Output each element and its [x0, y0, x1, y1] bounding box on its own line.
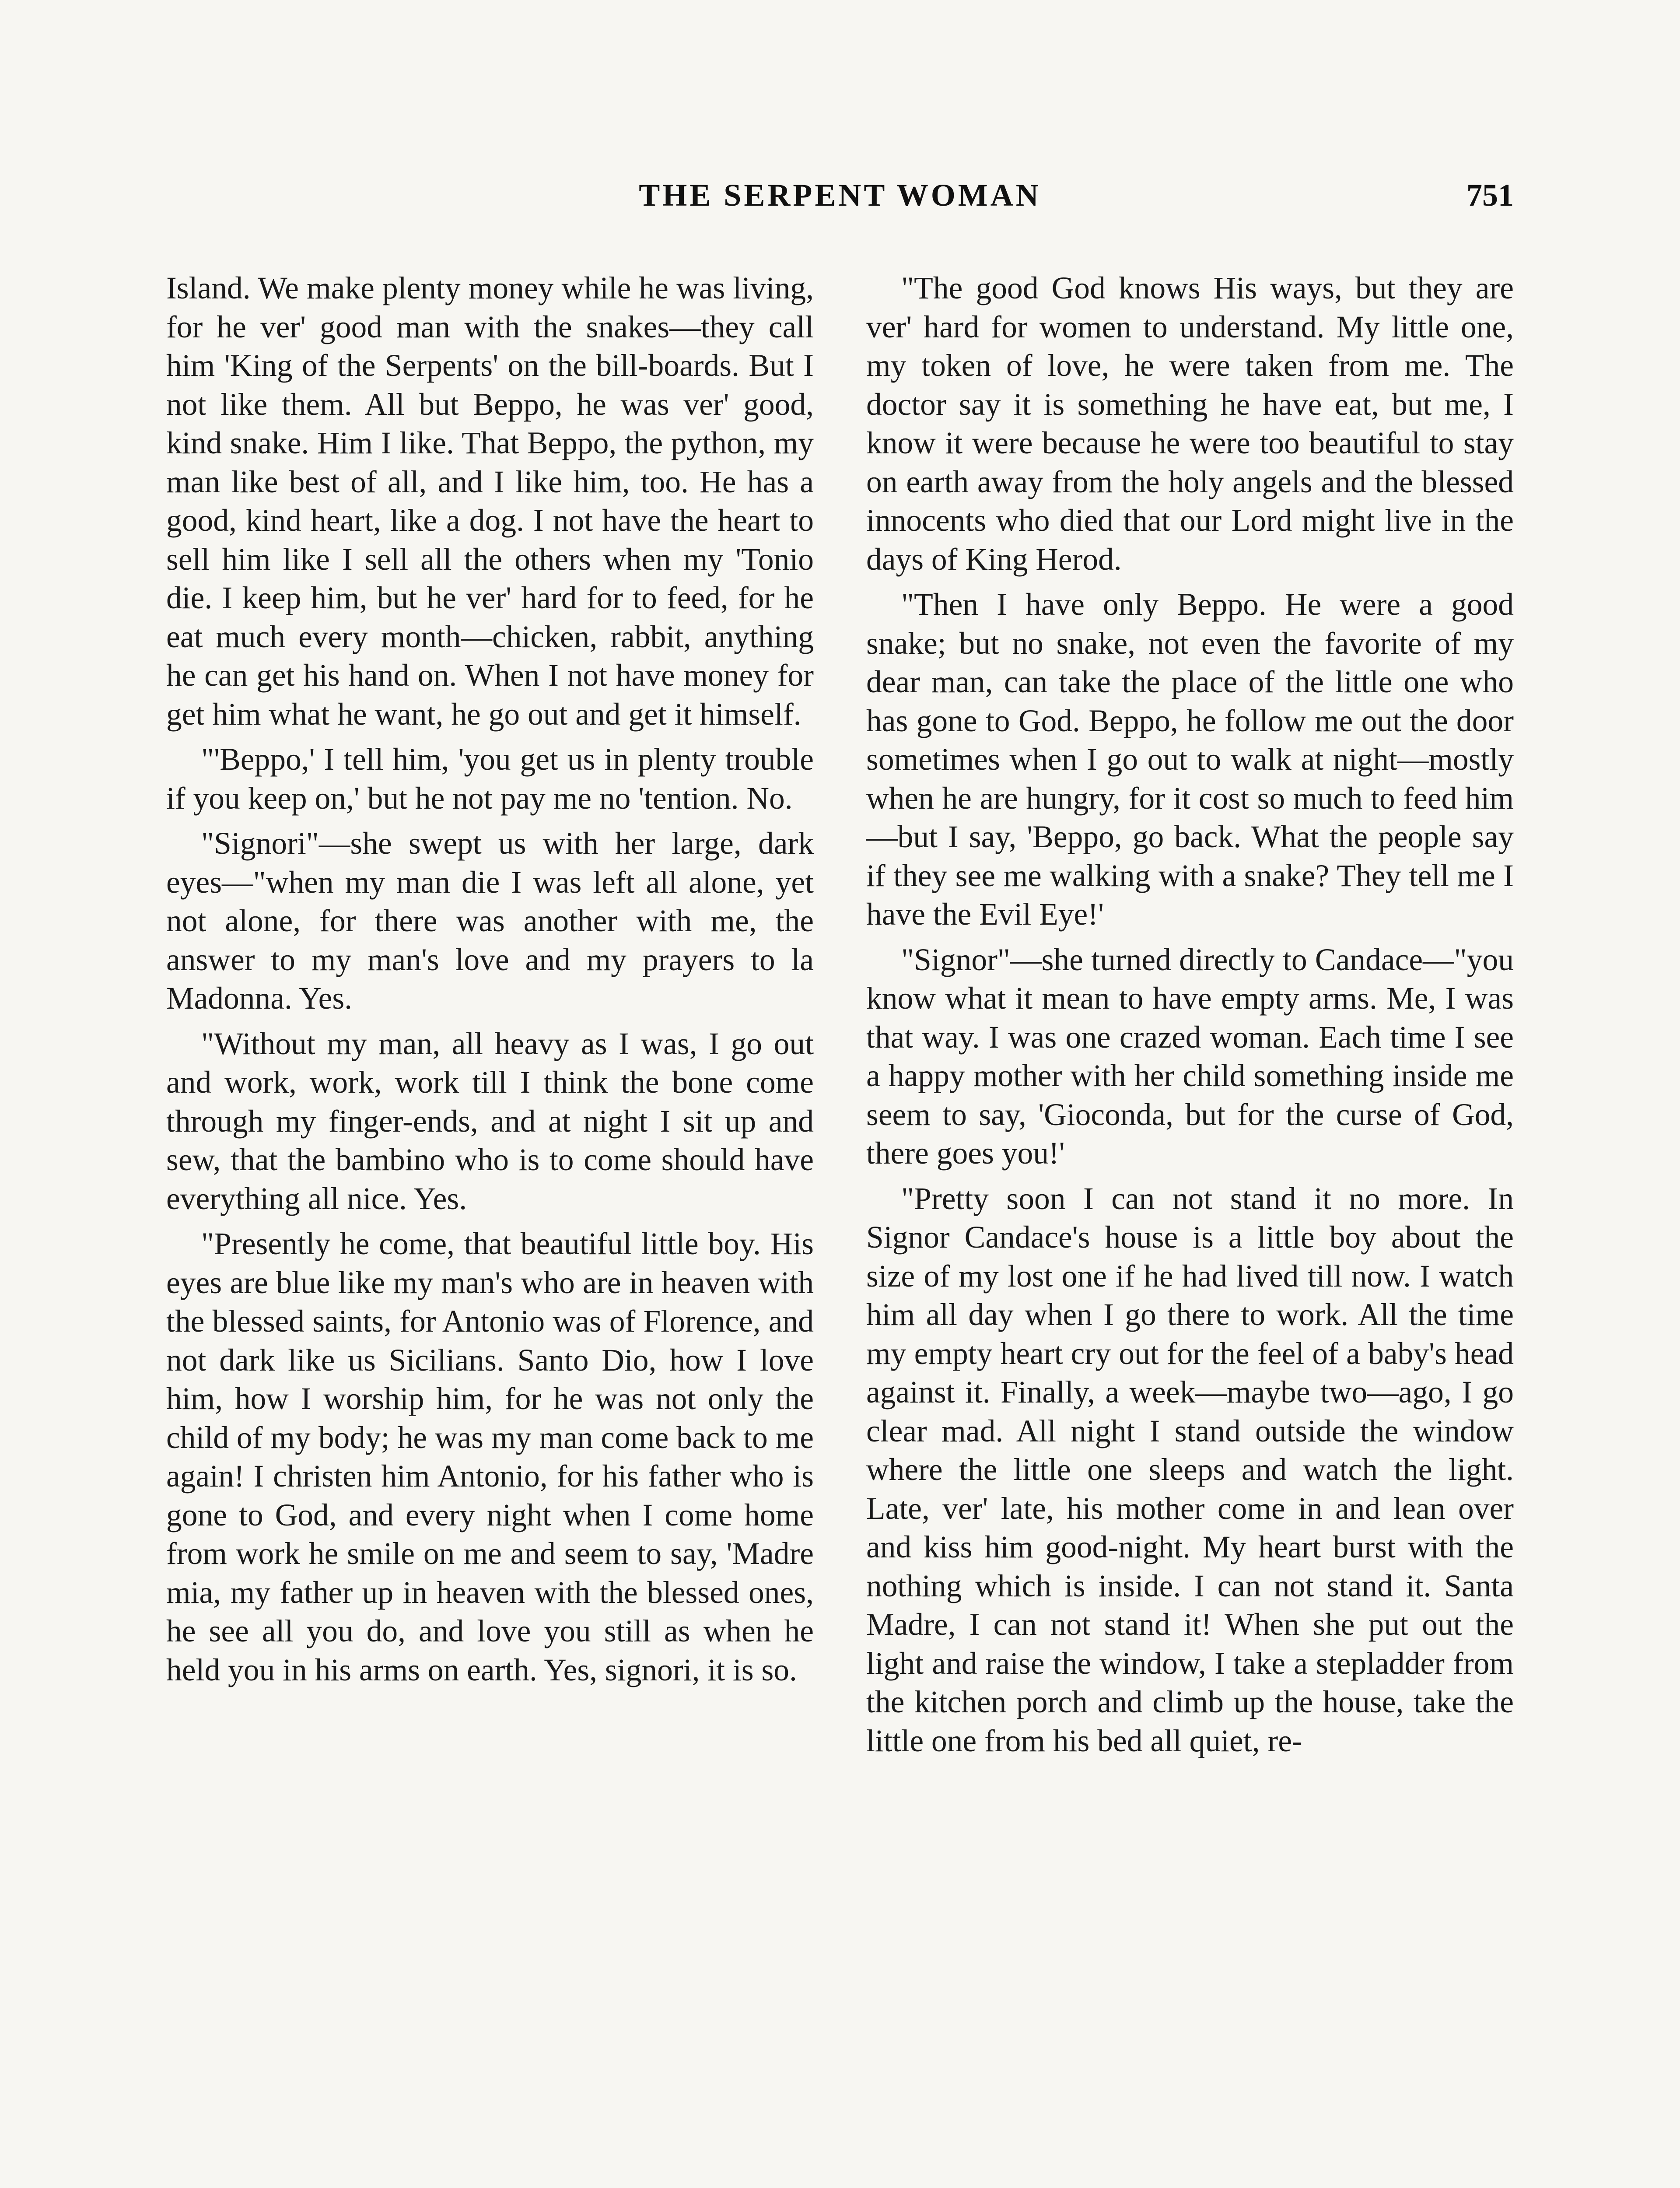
- paragraph: "Signor"—she turned directly to Candace—"you know what it mean to have empty arms. Me, I was that way. I was one crazed woman. Each time I see a happy mother with her child something inside me seem to say, 'Gioconda, but for the curse of God, there goes you!': [866, 942, 1514, 1171]
- right-column: [866, 269, 1514, 1767]
- page-header: [166, 177, 1514, 225]
- left-column: [166, 269, 814, 1696]
- paragraph: "The good God knows His ways, but they are ver' hard for women to understand. My little one, my token of love, he were taken from me. The doctor say it is something he have eat, but me, I know it were because he were too beautiful to stay on earth away from the holy angels and the blessed innocents who died that our Lord might live in the days of King Herod.: [866, 271, 1514, 577]
- paragraph: Island. We make plenty money while he was living, for he ver' good man with the snakes—they call him 'King of the Serpents' on the bill-boards. But I not like them. All but Beppo, he was ver' good, kind snake. Him I like. That Beppo, the python, my man like best of all, and I like him, too. He has a good, kind heart, like a dog. I not have the heart to sell him like I sell all the others when my 'Tonio die. I keep him, but he ver' hard for to feed, for he eat much every month—chicken, rabbit, anything he can get his hand on. When I not have money for get him what he want, he go out and get it himself.: [166, 271, 814, 732]
- paragraph: "Presently he come, that beautiful little boy. His eyes are blue like my man's who are in heaven with the blessed saints, for Antonio was of Florence, and not dark like us Sicilians. Santo Dio, how I love him, how I worship him, for he was not only the child of my body; he was my man come back to me again! I christen him Antonio, for his father who is gone to God, and every night when I come home from work he smile on me and seem to say, 'Madre mia, my father up in heaven with the blessed ones, he see all you do, and love you still as when he held you in his arms on earth. Yes, signori, it is so.: [166, 1227, 814, 1687]
- running-title: THE SERPENT WOMAN: [639, 178, 1041, 213]
- page-number: 751: [1466, 178, 1514, 213]
- paragraph: "Without my man, all heavy as I was, I go out and work, work, work till I think the bone come through my finger-ends, and at night I sit up and sew, that the bambino who is to come should have everything all nice. Yes.: [166, 1026, 814, 1216]
- paragraph: "Signori"—she swept us with her large, dark eyes—"when my man die I was left all alone, yet not alone, for there was another with me, the answer to my man's love and my prayers to la Madonna. Yes.: [166, 826, 814, 1016]
- paragraph: "Then I have only Beppo. He were a good snake; but no snake, not even the favorite of my dear man, can take the place of the little one who has gone to God. Beppo, he follow me out the door sometimes when I go out to walk at night—mostly when he are hungry, for it cost so much to feed him—but I say, 'Beppo, go back. What the people say if they see me walking with a snake? They tell me I have the Evil Eye!': [866, 587, 1514, 932]
- paragraph: "Pretty soon I can not stand it no more. In Signor Candace's house is a little boy about the size of my lost one if he had lived till now. I watch him all day when I go there to work. All the time my empty heart cry out for the feel of a baby's head against it. Finally, a week—maybe two—ago, I go clear mad. All night I stand outside the window where the little one sleeps and watch the light. Late, ver' late, his mother come in and lean over and kiss him good-night. My heart burst with the nothing which is inside. I can not stand it. Santa Madre, I can not stand it! When she put out the light and raise the window, I take a stepladder from the kitchen porch and climb up the house, take the little one from his bed all quiet, re-: [866, 1181, 1514, 1758]
- paragraph: "'Beppo,' I tell him, 'you get us in plenty trouble if you keep on,' but he not pay me no 'tention. No.: [166, 742, 814, 816]
